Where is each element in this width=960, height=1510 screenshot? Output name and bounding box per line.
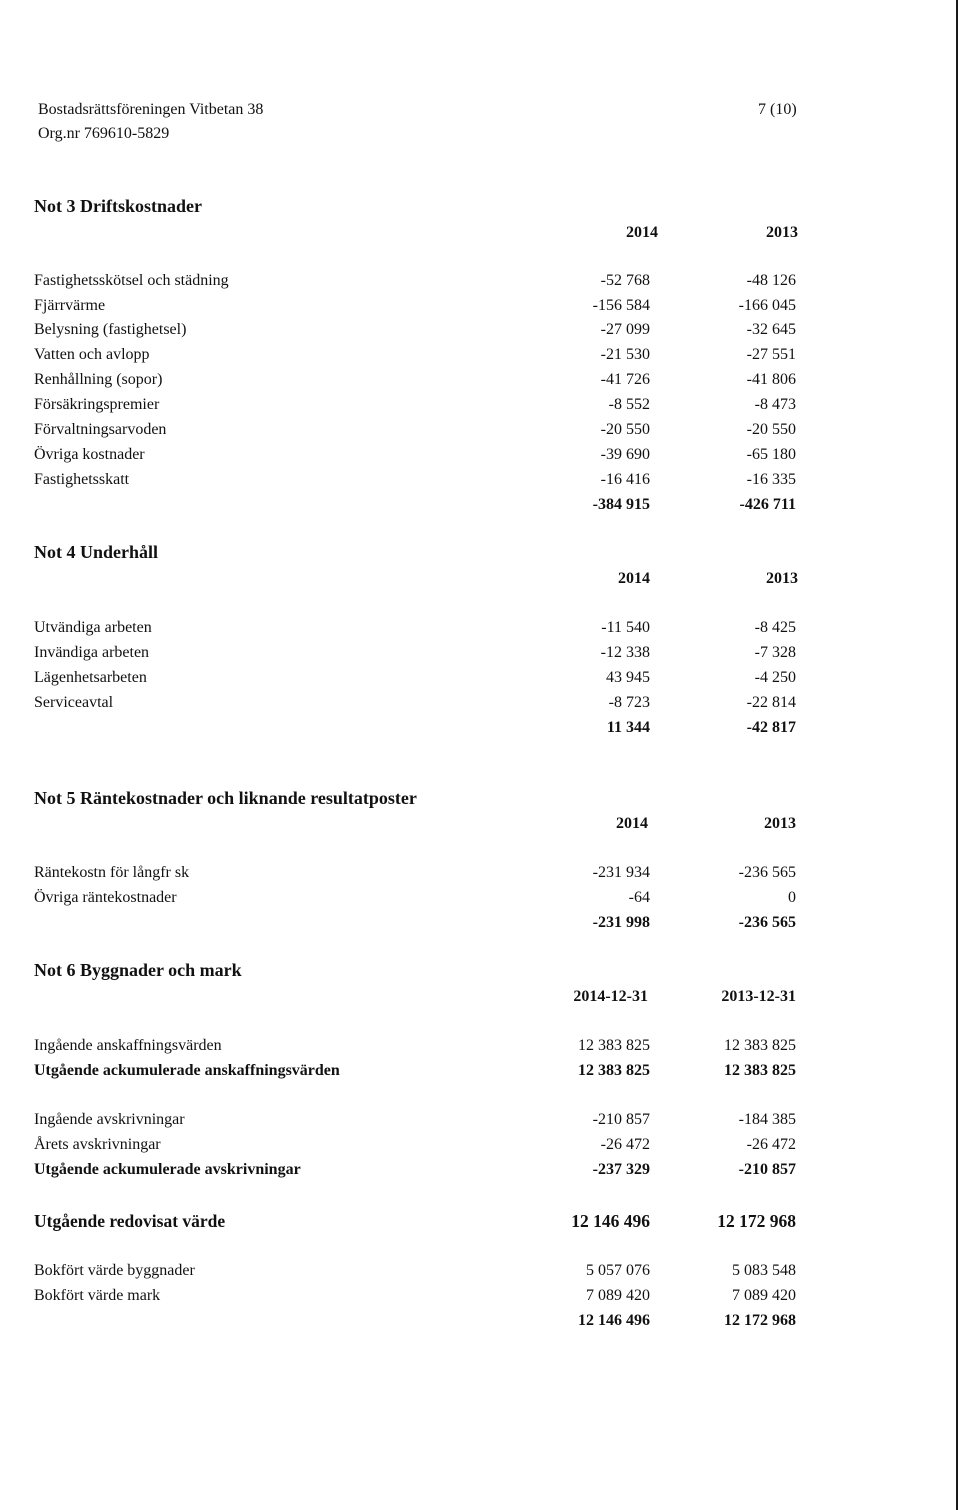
table-row <box>34 471 804 496</box>
note-5-title: Not 5 Räntekostnader och liknande resultatposter <box>34 788 417 808</box>
row-label: Belysning (fastighetsel) <box>34 321 187 338</box>
row-value-2013: 7 089 420 <box>732 1287 796 1304</box>
row-value-2014: -237 329 <box>592 1161 650 1178</box>
row-value-2013: 0 <box>788 889 796 906</box>
subtotal-row <box>34 1161 804 1186</box>
row-value-2013: -4 250 <box>754 669 796 686</box>
table-row <box>34 446 804 471</box>
row-label: Utvändiga arbeten <box>34 619 152 636</box>
row-value-2013: 12 172 968 <box>717 1211 796 1231</box>
row-value-2013: -8 473 <box>754 396 796 413</box>
note-3-year-2014: 2014 <box>626 224 658 241</box>
total-value-2013: -236 565 <box>738 914 796 931</box>
row-label: Utgående redovisat värde <box>34 1211 226 1231</box>
row-value-2014: -26 472 <box>600 1136 650 1153</box>
note-3-title: Not 3 Driftskostnader <box>34 196 202 216</box>
association-name: Bostadsrättsföreningen Vitbetan 38 <box>38 101 264 118</box>
row-label: Renhållning (sopor) <box>34 371 163 388</box>
table-row <box>34 1262 804 1287</box>
row-value-2014: -11 540 <box>601 619 650 636</box>
row-value-2014: -231 934 <box>592 864 650 881</box>
table-row <box>34 1037 804 1062</box>
row-value-2013: -166 045 <box>738 297 796 314</box>
row-label: Fastighetsskötsel och städning <box>34 272 229 289</box>
row-value-2013: -27 551 <box>746 346 796 363</box>
note-6-date-2014: 2014-12-31 <box>573 988 648 1005</box>
row-label: Vatten och avlopp <box>34 346 150 363</box>
table-row <box>34 864 804 889</box>
row-value-2014: -27 099 <box>600 321 650 338</box>
row-label: Förvaltningsarvoden <box>34 421 167 438</box>
table-row <box>34 297 804 322</box>
row-value-2014: -8 723 <box>608 694 650 711</box>
row-value-2013: -48 126 <box>746 272 796 289</box>
table-row <box>34 619 804 644</box>
row-value-2013: -184 385 <box>738 1111 796 1128</box>
row-label: Övriga räntekostnader <box>34 889 177 906</box>
note-3-year-2013: 2013 <box>766 224 798 241</box>
table-row <box>34 371 804 396</box>
row-label: Räntekostn för långfr sk <box>34 864 190 881</box>
row-value-2013: -236 565 <box>738 864 796 881</box>
row-value-2014: -156 584 <box>592 297 650 314</box>
note-6-title: Not 6 Byggnader och mark <box>34 960 242 980</box>
row-label: Övriga kostnader <box>34 446 145 463</box>
row-label: Utgående ackumulerade avskrivningar <box>34 1161 301 1178</box>
total-row <box>34 496 804 521</box>
table-row <box>34 644 804 669</box>
row-value-2014: -21 530 <box>600 346 650 363</box>
page-number: 7 (10) <box>758 101 797 118</box>
table-row <box>34 1287 804 1312</box>
row-value-2013: -22 814 <box>746 694 796 711</box>
row-value-2014: 12 383 825 <box>578 1062 650 1079</box>
total-row <box>34 1312 804 1337</box>
table-row <box>34 396 804 421</box>
note-4-title: Not 4 Underhåll <box>34 542 159 562</box>
row-value-2014: -64 <box>628 889 650 906</box>
row-value-2014: 43 945 <box>606 669 650 686</box>
row-label: Fjärrvärme <box>34 297 106 314</box>
page-edge-line <box>956 0 958 1510</box>
row-label: Lägenhetsarbeten <box>34 669 147 686</box>
row-value-2013: -16 335 <box>746 471 796 488</box>
row-value-2014: -8 552 <box>608 396 650 413</box>
table-row <box>34 346 804 371</box>
table-row <box>34 1111 804 1136</box>
row-value-2014: 12 383 825 <box>578 1037 650 1054</box>
subtotal-row <box>34 1062 804 1087</box>
total-value-2014: -231 998 <box>592 914 650 931</box>
row-value-2014: 12 146 496 <box>571 1211 650 1231</box>
note-4-year-2014: 2014 <box>618 570 650 587</box>
row-value-2014: -41 726 <box>600 371 650 388</box>
row-value-2013: -26 472 <box>746 1136 796 1153</box>
table-row <box>34 321 804 346</box>
row-label: Försäkringspremier <box>34 396 160 413</box>
total-value-2013: 12 172 968 <box>724 1312 796 1329</box>
row-label: Fastighetsskatt <box>34 471 130 488</box>
row-label: Ingående anskaffningsvärden <box>34 1037 222 1054</box>
row-value-2014: -210 857 <box>592 1111 650 1128</box>
row-label: Invändiga arbeten <box>34 644 150 661</box>
note-4-year-2013: 2013 <box>766 570 798 587</box>
book-value-row <box>34 1211 804 1236</box>
row-label: Serviceavtal <box>34 694 114 711</box>
row-value-2014: 5 057 076 <box>586 1262 650 1279</box>
row-value-2013: -41 806 <box>746 371 796 388</box>
row-value-2013: -7 328 <box>754 644 796 661</box>
table-row <box>34 889 804 914</box>
note-5-year-2013: 2013 <box>764 815 796 832</box>
row-value-2013: -8 425 <box>754 619 796 636</box>
row-value-2014: -52 768 <box>600 272 650 289</box>
total-row <box>34 719 804 744</box>
row-label: Bokfört värde mark <box>34 1287 161 1304</box>
row-value-2014: -16 416 <box>600 471 650 488</box>
table-row <box>34 272 804 297</box>
note-6-date-2013: 2013-12-31 <box>721 988 796 1005</box>
row-value-2013: 5 083 548 <box>732 1262 796 1279</box>
row-label: Bokfört värde byggnader <box>34 1262 195 1279</box>
row-value-2014: 7 089 420 <box>586 1287 650 1304</box>
table-row <box>34 694 804 719</box>
row-value-2013: 12 383 825 <box>724 1037 796 1054</box>
row-value-2013: -20 550 <box>746 421 796 438</box>
total-row <box>34 914 804 939</box>
total-value-2013: -42 817 <box>746 719 796 736</box>
row-value-2013: 12 383 825 <box>724 1062 796 1079</box>
table-row <box>34 421 804 446</box>
row-value-2013: -32 645 <box>746 321 796 338</box>
org-number: Org.nr 769610-5829 <box>38 125 170 142</box>
total-value-2014: 11 344 <box>606 719 650 736</box>
table-row <box>34 1136 804 1161</box>
row-value-2014: -20 550 <box>600 421 650 438</box>
row-label: Årets avskrivningar <box>34 1136 161 1153</box>
row-value-2014: -12 338 <box>600 644 650 661</box>
note-5-year-2014: 2014 <box>616 815 648 832</box>
row-label: Ingående avskrivningar <box>34 1111 185 1128</box>
row-value-2014: -39 690 <box>600 446 650 463</box>
row-value-2013: -210 857 <box>738 1161 796 1178</box>
total-value-2013: -426 711 <box>739 496 796 513</box>
total-value-2014: 12 146 496 <box>578 1312 650 1329</box>
row-value-2013: -65 180 <box>746 446 796 463</box>
total-value-2014: -384 915 <box>592 496 650 513</box>
table-row <box>34 669 804 694</box>
row-label: Utgående ackumulerade anskaffningsvärden <box>34 1062 340 1079</box>
